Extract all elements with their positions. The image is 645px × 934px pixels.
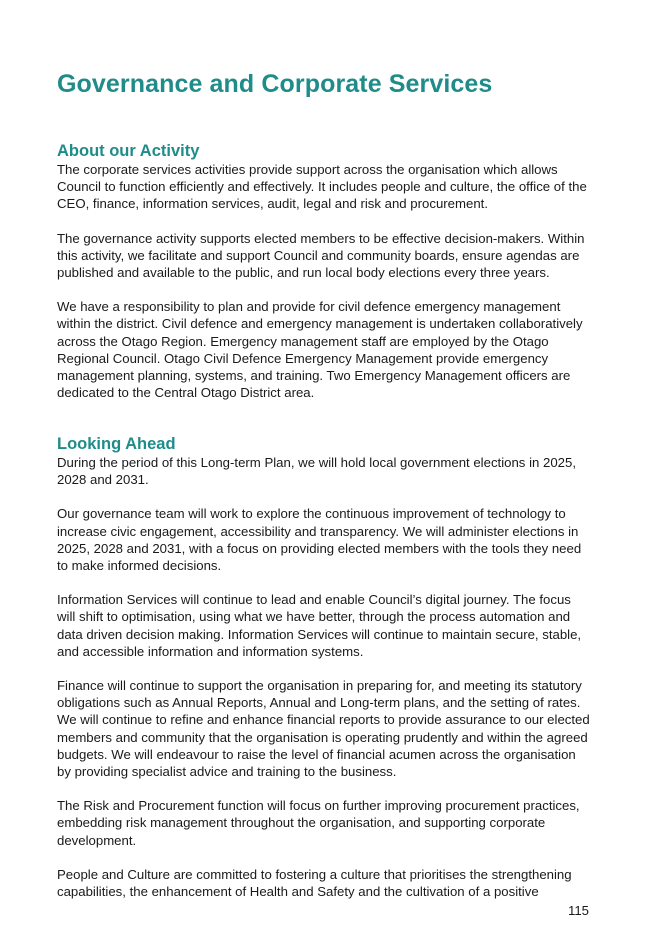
paragraph: People and Culture are committed to fostering a culture that prioritises the strengthening capabilities, the enhancement of Health and Safety and the cultivation of a positive — [57, 866, 572, 900]
section-heading: About our Activity — [57, 142, 200, 160]
paragraph: Finance will continue to support the organisation in preparing for, and meeting its statutory obligations such as Annual Reports, Annual and Long-term plans, and the setting of rates. We will continue to refine and enhance financial reports to provide assurance to our elected members and community that the organisation is operating prudently and within the agreed budgets. We will endeavour to raise the level of financial acumen across the organisation by providing specialist advice and training to the business. — [57, 678, 590, 780]
paragraph: The Risk and Procurement function will focus on further improving procurement practices, embedding risk management throughout the organisation, and supporting corporate development. — [57, 798, 580, 848]
paragraph: Information Services will continue to lead and enable Council’s digital journey. The focus will shift to optimisation, using what we have better, through the process automation and data driven decision making. Information Services will continue to maintain secure, stable, and accessible information and information systems. — [57, 592, 582, 659]
paragraph: We have a responsibility to plan and provide for civil defence emergency management within the district. Civil defence and emergency management is undertaken collaboratively across the Otago Region. Emergency management staff are employed by the Otago Regional Council. Otago Civil Defence Emergency Management provide emergency management planning, systems, and training. Two Emergency Management officers are dedicated to the Central Otago District area. — [57, 299, 583, 401]
page-number: 115 — [567, 903, 589, 918]
section-about-our-activity — [57, 141, 592, 401]
section-looking-ahead — [57, 434, 592, 900]
page-title: Governance and Corporate Services — [57, 70, 493, 98]
section-heading: Looking Ahead — [57, 435, 176, 453]
paragraph: Our governance team will work to explore the continuous improvement of technology to increase civic engagement, accessibility and transparency. We will administer elections in 2025, 2028 and 2031, with a focus on providing elected members with the tools they need to make informed decisions. — [57, 506, 582, 574]
paragraph: During the period of this Long-term Plan, we will hold local government elections in 2025, 2028 and 2031. — [57, 455, 576, 488]
paragraph: The corporate services activities provide support across the organisation which allows Council to function efficiently and effectively. It includes people and culture, the office of the CEO, finance, information services, audit, legal and risk and procurement. — [57, 162, 587, 212]
paragraph: The governance activity supports elected members to be effective decision-makers. Within this activity, we facilitate and support Council and community boards, ensure agendas are published and available to the public, and run local body elections every three years. — [57, 230, 585, 281]
